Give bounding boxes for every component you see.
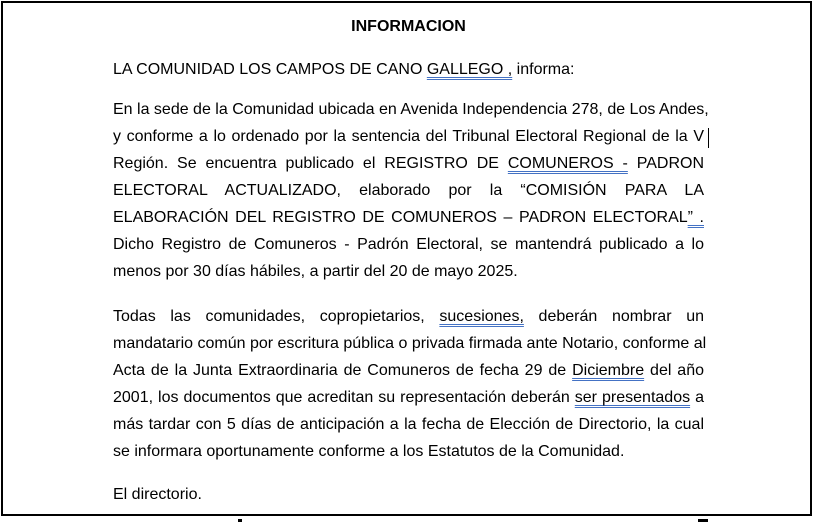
p2-l3-text: Acta de la Junta Extraordinaria de Comuneros de fecha 29 de <box>113 362 573 379</box>
paragraph-1-line-2: y conforme a lo ordenado por la sentencia del Tribunal Electoral Regional de la V <box>113 128 704 145</box>
p2-l4-text: 2001, los documentos que acreditan su representación deberán <box>113 389 575 406</box>
p1-l3-text-end: PADRON <box>627 155 704 172</box>
document-title: INFORMACION <box>351 18 466 35</box>
paragraph-2 <box>113 303 707 465</box>
intro-line <box>113 56 704 83</box>
text-cursor <box>708 128 709 148</box>
p2-l3-text-end: del año <box>644 362 705 379</box>
p2-l4-underlined: ser presentados <box>574 389 691 406</box>
paragraph-2-line-1 <box>113 303 704 330</box>
paragraph-2-line-3 <box>113 357 704 384</box>
intro-text: LA COMUNIDAD LOS CAMPOS DE CANO <box>113 61 427 78</box>
paragraph-1-line-6: Dicho Registro de Comuneros - Padrón Electoral, se mantendrá publicado a lo <box>113 236 704 253</box>
p2-l1-underlined: sucesiones, <box>439 308 524 325</box>
intro-text-end: informa: <box>512 61 575 78</box>
p1-l3-text: Región. Se encuentra publicado el REGISTRO DE <box>113 155 508 172</box>
p2-l3-underlined: Diciembre <box>572 362 645 379</box>
p2-l1-text-end: deberán nombrar un <box>523 308 704 325</box>
p2-l1-text: Todas las comunidades, copropietarios, <box>113 308 440 325</box>
page-edge-mark-left <box>238 519 242 522</box>
paragraph-2-line-5: más tardar con 5 días de anticipación a la fecha de Elección de Directorio, la cual <box>113 416 704 433</box>
paragraph-2-line-2: mandatario común por escritura pública o privada firmada ante Notario, conforme al <box>113 335 707 352</box>
page-edge-mark-right <box>698 519 708 522</box>
paragraph-1-line-4: ELECTORAL ACTUALIZADO, elaborado por la “COMISIÓN PARA LA <box>113 182 704 199</box>
signature: El directorio. <box>113 486 202 503</box>
paragraph-1-line-3 <box>113 150 704 177</box>
paragraph-1 <box>113 96 709 285</box>
p2-l4-text-end: a <box>690 389 705 406</box>
p1-l5-text: ELABORACIÓN DEL REGISTRO DE COMUNEROS – PADRON ELECTORAL <box>113 209 688 226</box>
paragraph-2-line-6: se informara oportunamente conforme a los Estatutos de la Comunidad. <box>113 443 625 460</box>
p1-l3-underlined: COMUNEROS - <box>507 155 628 172</box>
paragraph-1-line-7: menos por 30 días hábiles, a partir del 20 de mayo 2025. <box>113 263 518 280</box>
intro-underlined-word: GALLEGO , <box>426 61 513 78</box>
paragraph-2-line-4 <box>113 384 704 411</box>
paragraph-1-line-1: En la sede de la Comunidad ubicada en Avenida Independencia 278, de Los Andes, <box>113 101 709 118</box>
p1-l5-underlined: ” . <box>687 209 704 226</box>
paragraph-1-line-5 <box>113 204 704 231</box>
